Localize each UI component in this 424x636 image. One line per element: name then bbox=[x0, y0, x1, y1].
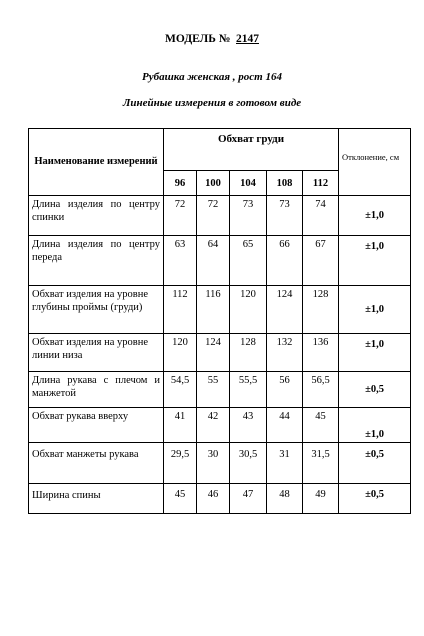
measurement-value: 128 bbox=[230, 334, 267, 372]
size-header: 96 bbox=[164, 171, 197, 196]
measurement-value: 128 bbox=[303, 286, 339, 334]
size-header: 108 bbox=[267, 171, 303, 196]
measurement-value: 65 bbox=[230, 236, 267, 286]
measurements-table bbox=[28, 128, 411, 514]
measurement-name: Длина рукава с плечом и манжетой bbox=[29, 372, 164, 408]
size-header: 100 bbox=[197, 171, 230, 196]
table-row bbox=[29, 443, 411, 484]
table-row bbox=[29, 196, 411, 236]
deviation-value: ±1,0 bbox=[339, 236, 411, 286]
model-number: 2147 bbox=[236, 33, 259, 45]
measurement-value: 124 bbox=[197, 334, 230, 372]
measurement-value: 45 bbox=[164, 484, 197, 514]
measurement-value: 42 bbox=[197, 408, 230, 443]
deviation-value: ±1,0 bbox=[339, 334, 411, 372]
measurement-value: 56,5 bbox=[303, 372, 339, 408]
measurement-value: 49 bbox=[303, 484, 339, 514]
measurement-value: 72 bbox=[197, 196, 230, 236]
measurement-name: Длина изделия по центру переда bbox=[29, 236, 164, 286]
measurement-value: 124 bbox=[267, 286, 303, 334]
measurement-value: 67 bbox=[303, 236, 339, 286]
measurement-value: 55,5 bbox=[230, 372, 267, 408]
measurement-value: 66 bbox=[267, 236, 303, 286]
size-header: 112 bbox=[303, 171, 339, 196]
size-header: 104 bbox=[230, 171, 267, 196]
model-title bbox=[0, 33, 424, 45]
measurement-value: 48 bbox=[267, 484, 303, 514]
deviation-value: ±0,5 bbox=[339, 372, 411, 408]
measurement-name: Обхват рукава вверху bbox=[29, 408, 164, 443]
name-column-header: Наименование измерений bbox=[29, 129, 164, 196]
measurement-value: 73 bbox=[230, 196, 267, 236]
measurement-value: 64 bbox=[197, 236, 230, 286]
measurement-name: Ширина спины bbox=[29, 484, 164, 514]
header-row bbox=[29, 129, 411, 171]
product-subtitle: Рубашка женская , рост 164 bbox=[142, 71, 282, 83]
deviation-value: ±0,5 bbox=[339, 443, 411, 484]
measurement-value: 74 bbox=[303, 196, 339, 236]
measurement-name: Обхват изделия на уровне глубины проймы (груди) bbox=[29, 286, 164, 334]
table-row bbox=[29, 372, 411, 408]
measurement-value: 136 bbox=[303, 334, 339, 372]
measurement-name: Обхват манжеты рукава bbox=[29, 443, 164, 484]
measurement-value: 112 bbox=[164, 286, 197, 334]
table-caption: Линейные измерения в готовом виде bbox=[122, 97, 302, 109]
measurement-value: 29,5 bbox=[164, 443, 197, 484]
deviation-value: ±1,0 bbox=[339, 196, 411, 236]
measurement-value: 41 bbox=[164, 408, 197, 443]
measurement-value: 45 bbox=[303, 408, 339, 443]
measurement-value: 47 bbox=[230, 484, 267, 514]
measurement-value: 72 bbox=[164, 196, 197, 236]
table-row bbox=[29, 334, 411, 372]
deviation-value: ±1,0 bbox=[339, 408, 411, 443]
measurement-value: 43 bbox=[230, 408, 267, 443]
measurement-value: 132 bbox=[267, 334, 303, 372]
measurement-value: 44 bbox=[267, 408, 303, 443]
measurement-value: 46 bbox=[197, 484, 230, 514]
measurement-name: Обхват изделия на уровне линии низа bbox=[29, 334, 164, 372]
table-row bbox=[29, 484, 411, 514]
measurement-value: 116 bbox=[197, 286, 230, 334]
measurement-name: Длина изделия по центру спинки bbox=[29, 196, 164, 236]
table-row bbox=[29, 408, 411, 443]
measurement-value: 54,5 bbox=[164, 372, 197, 408]
deviation-column-header: Отклонение, см bbox=[339, 129, 411, 196]
measurement-value: 31,5 bbox=[303, 443, 339, 484]
measurement-value: 63 bbox=[164, 236, 197, 286]
measurement-value: 30 bbox=[197, 443, 230, 484]
measurement-value: 31 bbox=[267, 443, 303, 484]
measurement-value: 73 bbox=[267, 196, 303, 236]
model-label: МОДЕЛЬ № bbox=[164, 33, 231, 45]
measurement-value: 30,5 bbox=[230, 443, 267, 484]
measurement-value: 120 bbox=[230, 286, 267, 334]
measurement-value: 55 bbox=[197, 372, 230, 408]
table-row bbox=[29, 236, 411, 286]
measurement-value: 120 bbox=[164, 334, 197, 372]
chest-girth-header: Обхват груди bbox=[164, 129, 339, 171]
deviation-value: ±1,0 bbox=[339, 286, 411, 334]
measurement-value: 56 bbox=[267, 372, 303, 408]
table-row bbox=[29, 286, 411, 334]
deviation-value: ±0,5 bbox=[339, 484, 411, 514]
